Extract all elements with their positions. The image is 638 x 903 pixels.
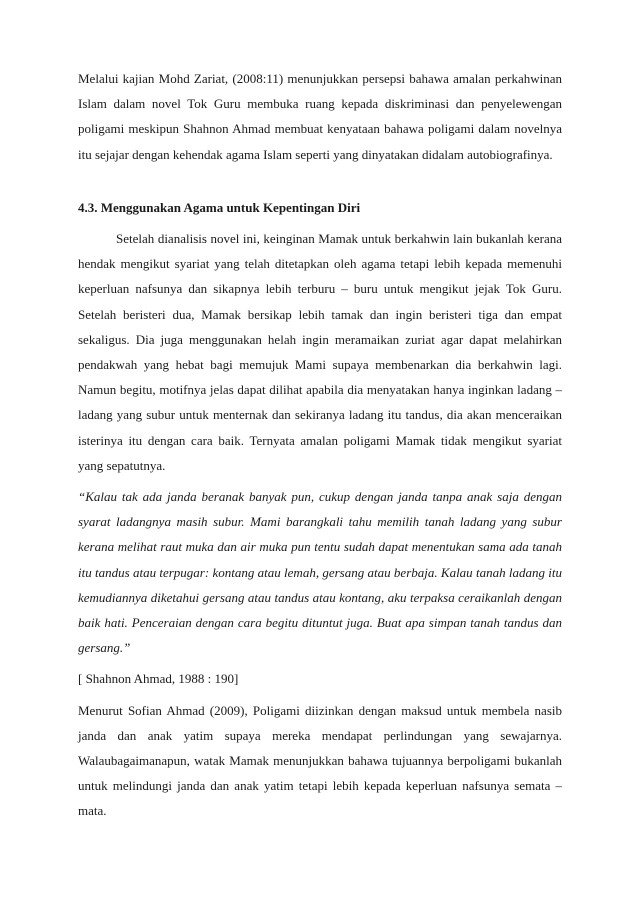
paragraph-conclusion: Menurut Sofian Ahmad (2009), Poligami diizinkan dengan maksud untuk membela nasib janda dan anak yatim supaya mereka mendapat perlindungan yang sewajarnya. Walaubagaimanapun, watak Mamak menunjukkan bahawa tujuannya berpoligami bukanlah untuk melindungi janda dan anak yatim tetapi lebih kepada keperluan nafsunya semata – mata.	[78, 702, 562, 819]
spacer	[78, 167, 562, 195]
paragraph-intro: Melalui kajian Mohd Zariat, (2008:11) menunjukkan persepsi bahawa amalan perkahwinan Islam dalam novel Tok Guru membuka ruang kepada diskriminasi dan penyelewengan poligami meskipun Shahnon Ahmad membuat kenyataan bahawa poligami dalam novelnya itu sejajar dengan kehendak agama Islam seperti yang dinyatakan didalam autobiografinya.	[78, 71, 562, 162]
paragraph-analysis: Setelah dianalisis novel ini, keinginan Mamak untuk berkahwin lain bukanlah kerana hendak mengikut syariat yang telah ditetapkan oleh agama tetapi lebih kepada memenuhi keperluan nafsunya dan sikapnya lebih terburu – buru untuk mengikut jejak Tok Guru. Setelah beristeri dua, Mamak bersikap lebih tamak dan ingin beristeri tiga dan empat sekaligus. Dia juga menggunakan helah ingin meramaikan zuriat agar dapat melahirkan pendakwah yang hebat bagi memujuk Mami supaya membenarkan dia berkahwin lagi. Namun begitu, motifnya jelas dapat dilihat apabila dia menyatakan hanya inginkan ladang – ladang yang subur untuk menternak dan sekiranya ladang itu tandus, dia akan menceraikan isterinya itu dengan cara baik. Ternyata amalan poligami Mamak tidak mengikut syariat yang sepatutnya.	[78, 231, 562, 473]
document-page	[78, 66, 562, 824]
block-quote: “Kalau tak ada janda beranak banyak pun, cukup dengan janda tanpa anak saja dengan syarat ladangnya masih subur. Mami barangkali tahu memilih tanah ladang yang subur kerana melihat raut muka dan air muka pun tentu sudah dapat menentukan sama ada tanah itu tandus atau terpugar: kontang atau lemah, gersang atau berbaja. Kalau tanah ladang itu kemudiannya diketahui gersang atau tandus atau kontang, aku terpaksa ceraikanlah dengan baik hati. Penceraian dengan cara begitu dituntut juga. Buat apa simpan tanah tandus dan gersang.”	[78, 489, 562, 656]
section-heading: 4.3. Menggunakan Agama untuk Kepentingan Diri	[78, 199, 361, 215]
quote-citation: [ Shahnon Ahmad, 1988 : 190]	[78, 671, 239, 687]
